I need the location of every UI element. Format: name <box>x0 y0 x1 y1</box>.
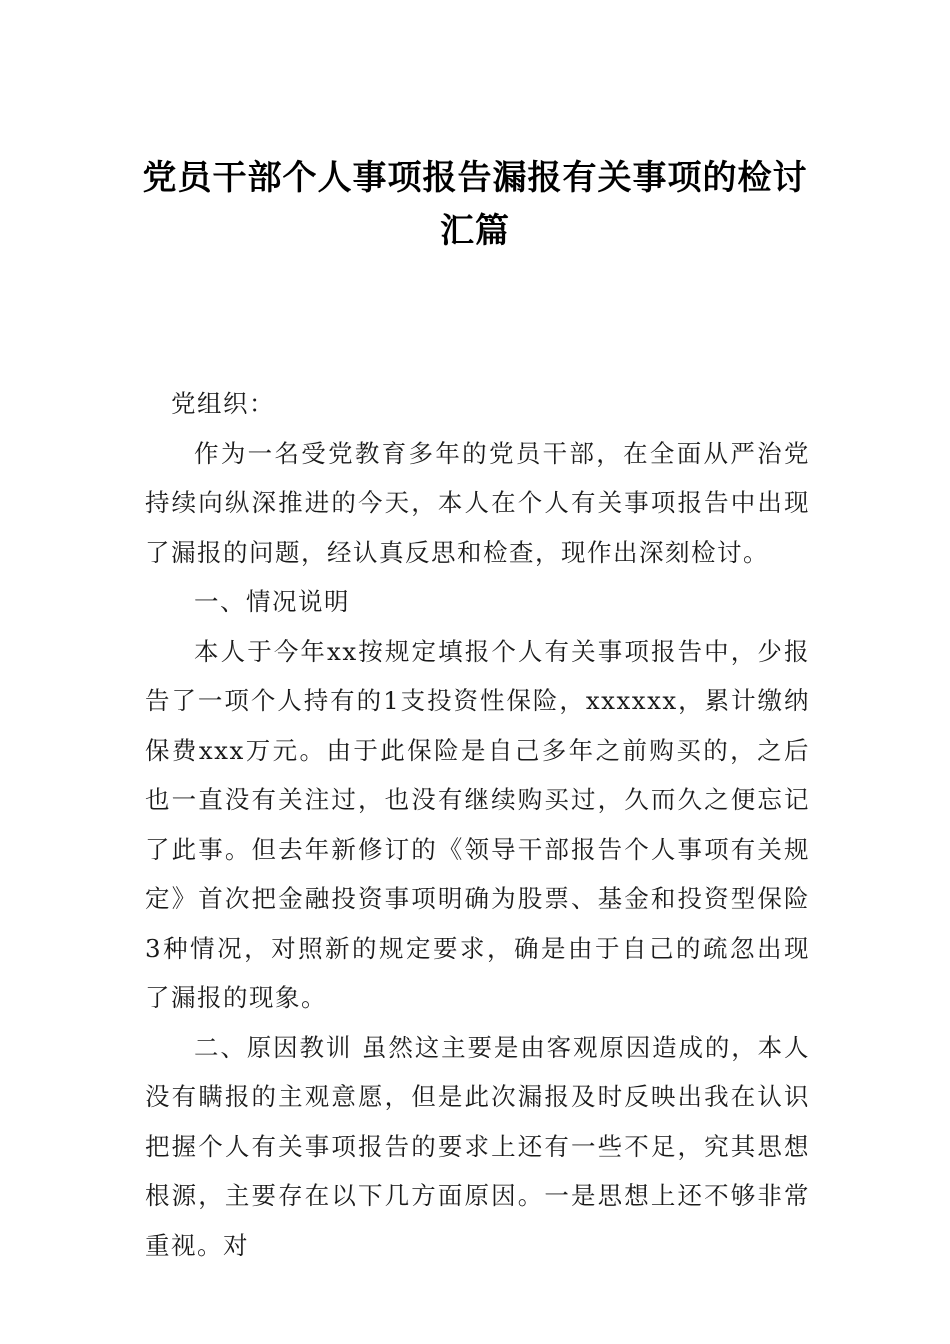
paragraph-reasons: 二、原因教训 虽然这主要是由客观原因造成的，本人没有瞒报的主观意愿，但是此次漏报及时反映出我在认识把握个人有关事项报告的要求上还有一些不足，究其思想根源，主要存在以下几方面原因。一是思想上还不够非常重视。对 <box>145 1032 810 1260</box>
document-title: 党员干部个人事项报告漏报有关事项的检讨汇篇 <box>142 158 808 251</box>
paragraph-situation: 本人于今年xx按规定填报个人有关事项报告中，少报告了一项个人持有的1支投资性保险，xxxxxx，累计缴纳保费xxx万元。由于此保险是自己多年之前购买的，之后也一直没有关注过，也没有继续购买过，久而久之便忘记了此事。但去年新修订的《领导干部报告个人事项有关规定》首次把金融投资事项明确为股票、基金和投资型保险3种情况，对照新的规定要求，确是由于自己的疏忽出现了漏报的现象。 <box>145 636 810 1012</box>
section-heading-situation: 一、情况说明 <box>194 587 350 616</box>
document-body <box>145 379 810 1270</box>
paragraph-intro: 作为一名受党教育多年的党员干部，在全面从严治党持续向纵深推进的今天，本人在个人有关事项报告中出现了漏报的问题，经认真反思和检查，现作出深刻检讨。 <box>145 438 810 567</box>
salutation: 党组织： <box>171 389 275 418</box>
